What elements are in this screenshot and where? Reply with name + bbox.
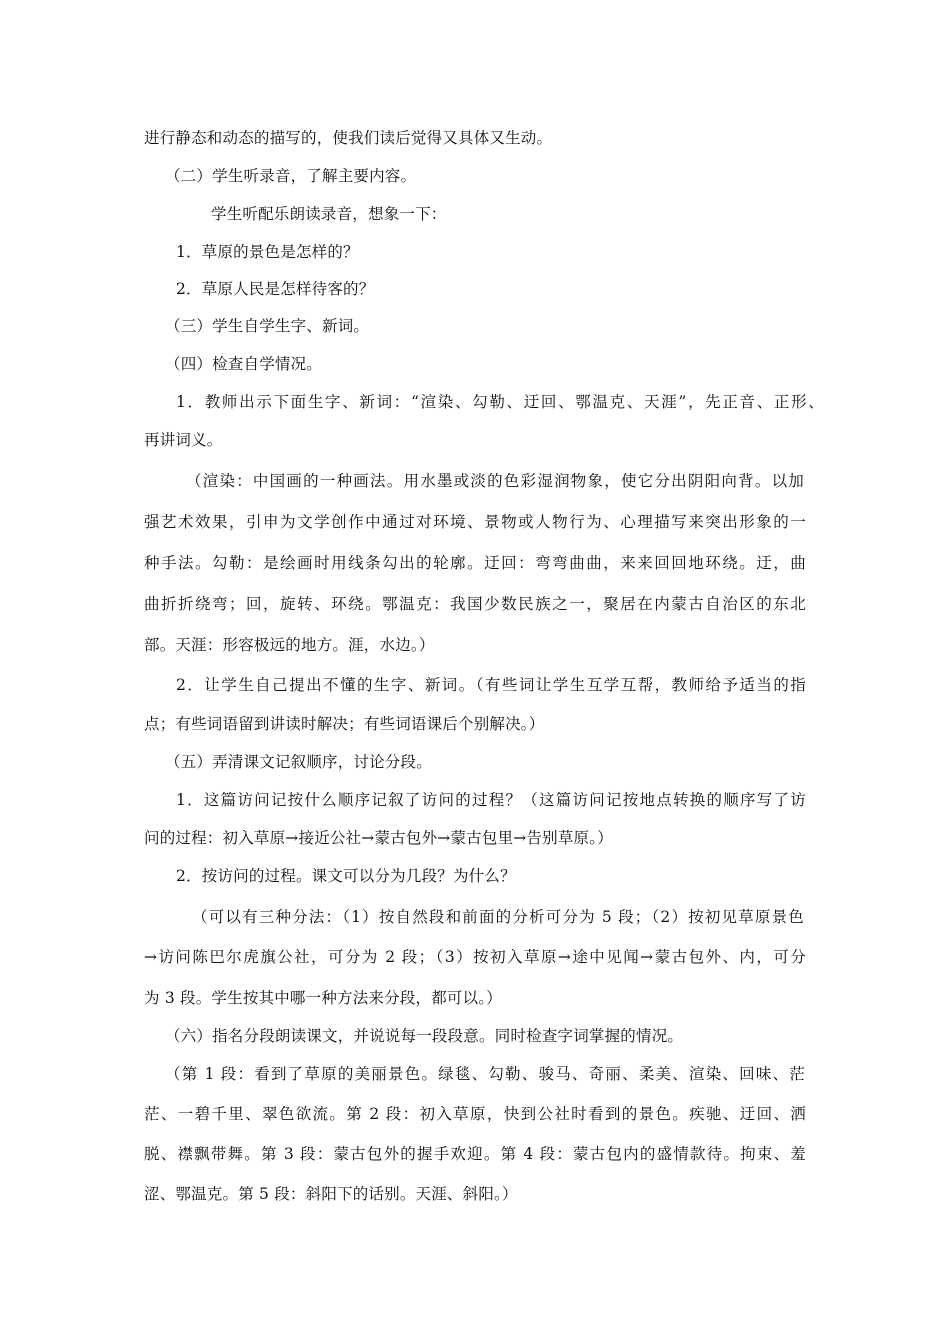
paragraph-line: （渲染：中国画的一种画法。用水墨或淡的色彩湿润物象，使它分出阴阳向背。以加 (186, 472, 804, 490)
paragraph-line: 曲折折绕弯；回，旋转、环绕。鄂温克：我国少数民族之一，聚居在内蒙古自治区的东北 (144, 595, 806, 613)
list-item: 2．草原人民是怎样待客的？ (176, 280, 375, 298)
paragraph-line: →访问陈巴尔虎旗公社，可分为 2 段；（3）按初入草原→途中见闻→蒙古包外、内，可分 (144, 948, 806, 966)
section-heading: （四）检查自学情况。 (165, 355, 323, 373)
paragraph-line: 点；有些词语留到讲读时解决；有些词语课后个别解决。） (144, 715, 545, 733)
paragraph-line: 涩、鄂温克。第 5 段：斜阳下的话别。天涯、斜阳。） (144, 1185, 518, 1203)
section-heading: （三）学生自学生字、新词。 (165, 317, 370, 335)
section-heading: （五）弄清课文记叙顺序，讨论分段。 (165, 753, 432, 771)
paragraph-line: 2．按访问的过程。课文可以分为几段？为什么？ (176, 867, 516, 885)
paragraph-line: 部。天涯：形容极远的地方。涯，水边。） (144, 636, 435, 654)
paragraph-line: 进行静态和动态的描写的，使我们读后觉得又具体又生动。 (144, 129, 553, 147)
paragraph-line: 种手法。勾勒：是绘画时用线条勾出的轮廓。迂回：弯弯曲曲，来来回回地环绕。迂，曲 (144, 554, 806, 572)
paragraph-line: 问的过程：初入草原→接近公社→蒙古包外→蒙古包里→告别草原。） (144, 829, 613, 847)
paragraph-line: 为 3 段。学生按其中哪一种方法来分段，都可以。） (144, 989, 502, 1007)
list-item: 1．草原的景色是怎样的？ (176, 243, 359, 261)
paragraph-line: 茫、一碧千里、翠色欲流。第 2 段：初入草原，快到公社时看到的景色。疾驰、迂回、洒 (144, 1105, 806, 1123)
paragraph-line: 1．教师出示下面生字、新词：“渲染、勾勒、迂回、鄂温克、天涯”，先正音、正形、 (176, 393, 824, 411)
paragraph-line: （可以有三种分法：（1）按自然段和前面的分析可分为 5 段；（2）按初见草原景色 (192, 908, 804, 926)
paragraph-line: 强艺术效果，引申为文学创作中通过对环境、景物或人物行为、心理描写来突出形象的一 (144, 513, 806, 531)
paragraph-line: （第 1 段：看到了草原的美丽景色。绿毯、勾勒、骏马、奇丽、柔美、渲染、回味、茫 (165, 1065, 805, 1083)
paragraph-line: 学生听配乐朗读录音，想象一下： (211, 205, 447, 223)
paragraph-line: 2．让学生自己提出不懂的生字、新词。（有些词让学生互学互帮，教师给予适当的指 (176, 676, 806, 694)
section-heading: （二）学生听录音，了解主要内容。 (165, 167, 417, 185)
paragraph-line: 1．这篇访问记按什么顺序记叙了访问的过程？（这篇访问记按地点转换的顺序写了访 (176, 791, 806, 809)
paragraph-line: 脱、襟飘带舞。第 3 段：蒙古包外的握手欢迎。第 4 段：蒙古包内的盛情款待。拘束、羞 (144, 1145, 806, 1163)
paragraph-line: 再讲词义。 (144, 431, 223, 449)
section-heading: （六）指名分段朗读课文，并说说每一段段意。同时检查字词掌握的情况。 (165, 1027, 684, 1045)
